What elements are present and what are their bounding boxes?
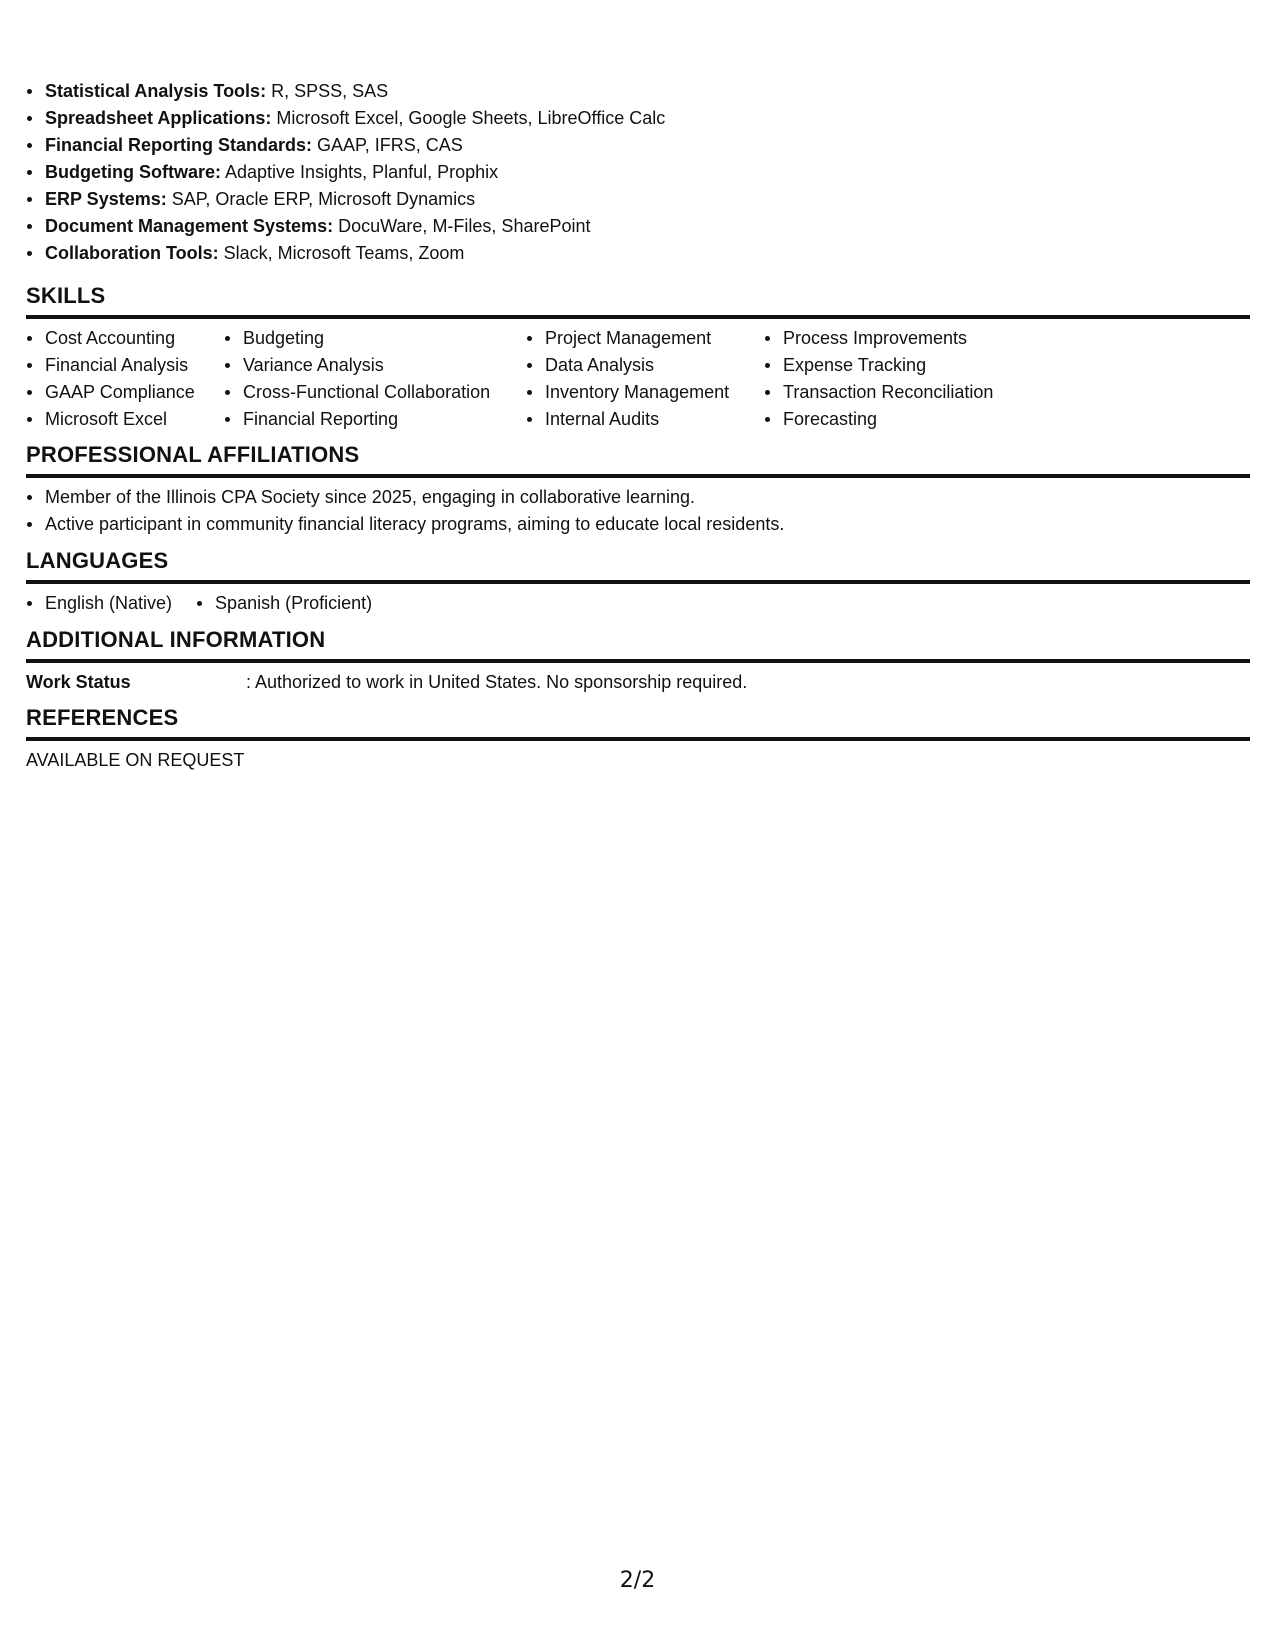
list-item: Collaboration Tools: Slack, Microsoft Teams, Zoom [26, 240, 1250, 267]
skill-item: Cross-Functional Collaboration [224, 379, 526, 406]
skill-item: Internal Audits [526, 406, 764, 433]
work-status-value: : Authorized to work in United States. No sponsorship required. [246, 672, 748, 692]
list-item: Financial Reporting Standards: GAAP, IFRS, CAS [26, 132, 1250, 159]
skills-column-2 [224, 325, 526, 433]
references-section [26, 705, 1250, 774]
affiliations-section [26, 442, 1250, 538]
skill-item: Forecasting [764, 406, 1064, 433]
section-divider [26, 315, 1250, 319]
languages-section [26, 548, 1250, 617]
list-item: Active participant in community financial literacy programs, aiming to educate local residents. [26, 511, 1250, 538]
references-text: AVAILABLE ON REQUEST [26, 750, 245, 770]
section-divider [26, 659, 1250, 663]
section-title-languages: LANGUAGES [26, 548, 169, 573]
languages-list [26, 590, 1250, 617]
skills-column-1 [26, 325, 224, 433]
section-divider [26, 737, 1250, 741]
skill-item: Expense Tracking [764, 352, 1064, 379]
list-item: Statistical Analysis Tools: R, SPSS, SAS [26, 78, 1250, 105]
skill-item: Inventory Management [526, 379, 764, 406]
skill-item: Cost Accounting [26, 325, 224, 352]
skill-item: Financial Reporting [224, 406, 526, 433]
list-item: Member of the Illinois CPA Society since 2025, engaging in collaborative learning. [26, 484, 1250, 511]
list-item: Budgeting Software: Adaptive Insights, Planful, Prophix [26, 159, 1250, 186]
language-item: Spanish (Proficient) [196, 590, 372, 617]
work-status-label: Work Status [26, 672, 131, 692]
section-divider [26, 474, 1250, 478]
section-title-references: REFERENCES [26, 705, 179, 730]
skill-item: Data Analysis [526, 352, 764, 379]
skill-item: Process Improvements [764, 325, 1064, 352]
resume-page [26, 78, 1250, 774]
list-item: Spreadsheet Applications: Microsoft Excel, Google Sheets, LibreOffice Calc [26, 105, 1250, 132]
skill-item: Financial Analysis [26, 352, 224, 379]
skills-column-4 [764, 325, 1064, 433]
skill-item: Project Management [526, 325, 764, 352]
section-divider [26, 580, 1250, 584]
skills-section [26, 283, 1250, 433]
list-item: Document Management Systems: DocuWare, M-Files, SharePoint [26, 213, 1250, 240]
page-number: 2/2 [619, 1568, 656, 1593]
tools-list [26, 78, 1250, 267]
section-title-affiliations: PROFESSIONAL AFFILIATIONS [26, 442, 360, 467]
skills-column-3 [526, 325, 764, 433]
additional-info-section [26, 627, 1250, 696]
skill-item: Budgeting [224, 325, 526, 352]
skill-item: GAAP Compliance [26, 379, 224, 406]
skills-grid [26, 325, 1250, 433]
skill-item: Variance Analysis [224, 352, 526, 379]
list-item: ERP Systems: SAP, Oracle ERP, Microsoft Dynamics [26, 186, 1250, 213]
affiliations-list [26, 484, 1250, 538]
section-title-skills: SKILLS [26, 283, 106, 308]
skill-item: Transaction Reconciliation [764, 379, 1064, 406]
language-item: English (Native) [26, 590, 172, 617]
work-status-row [26, 669, 1250, 696]
section-title-additional: ADDITIONAL INFORMATION [26, 627, 326, 652]
skill-item: Microsoft Excel [26, 406, 224, 433]
